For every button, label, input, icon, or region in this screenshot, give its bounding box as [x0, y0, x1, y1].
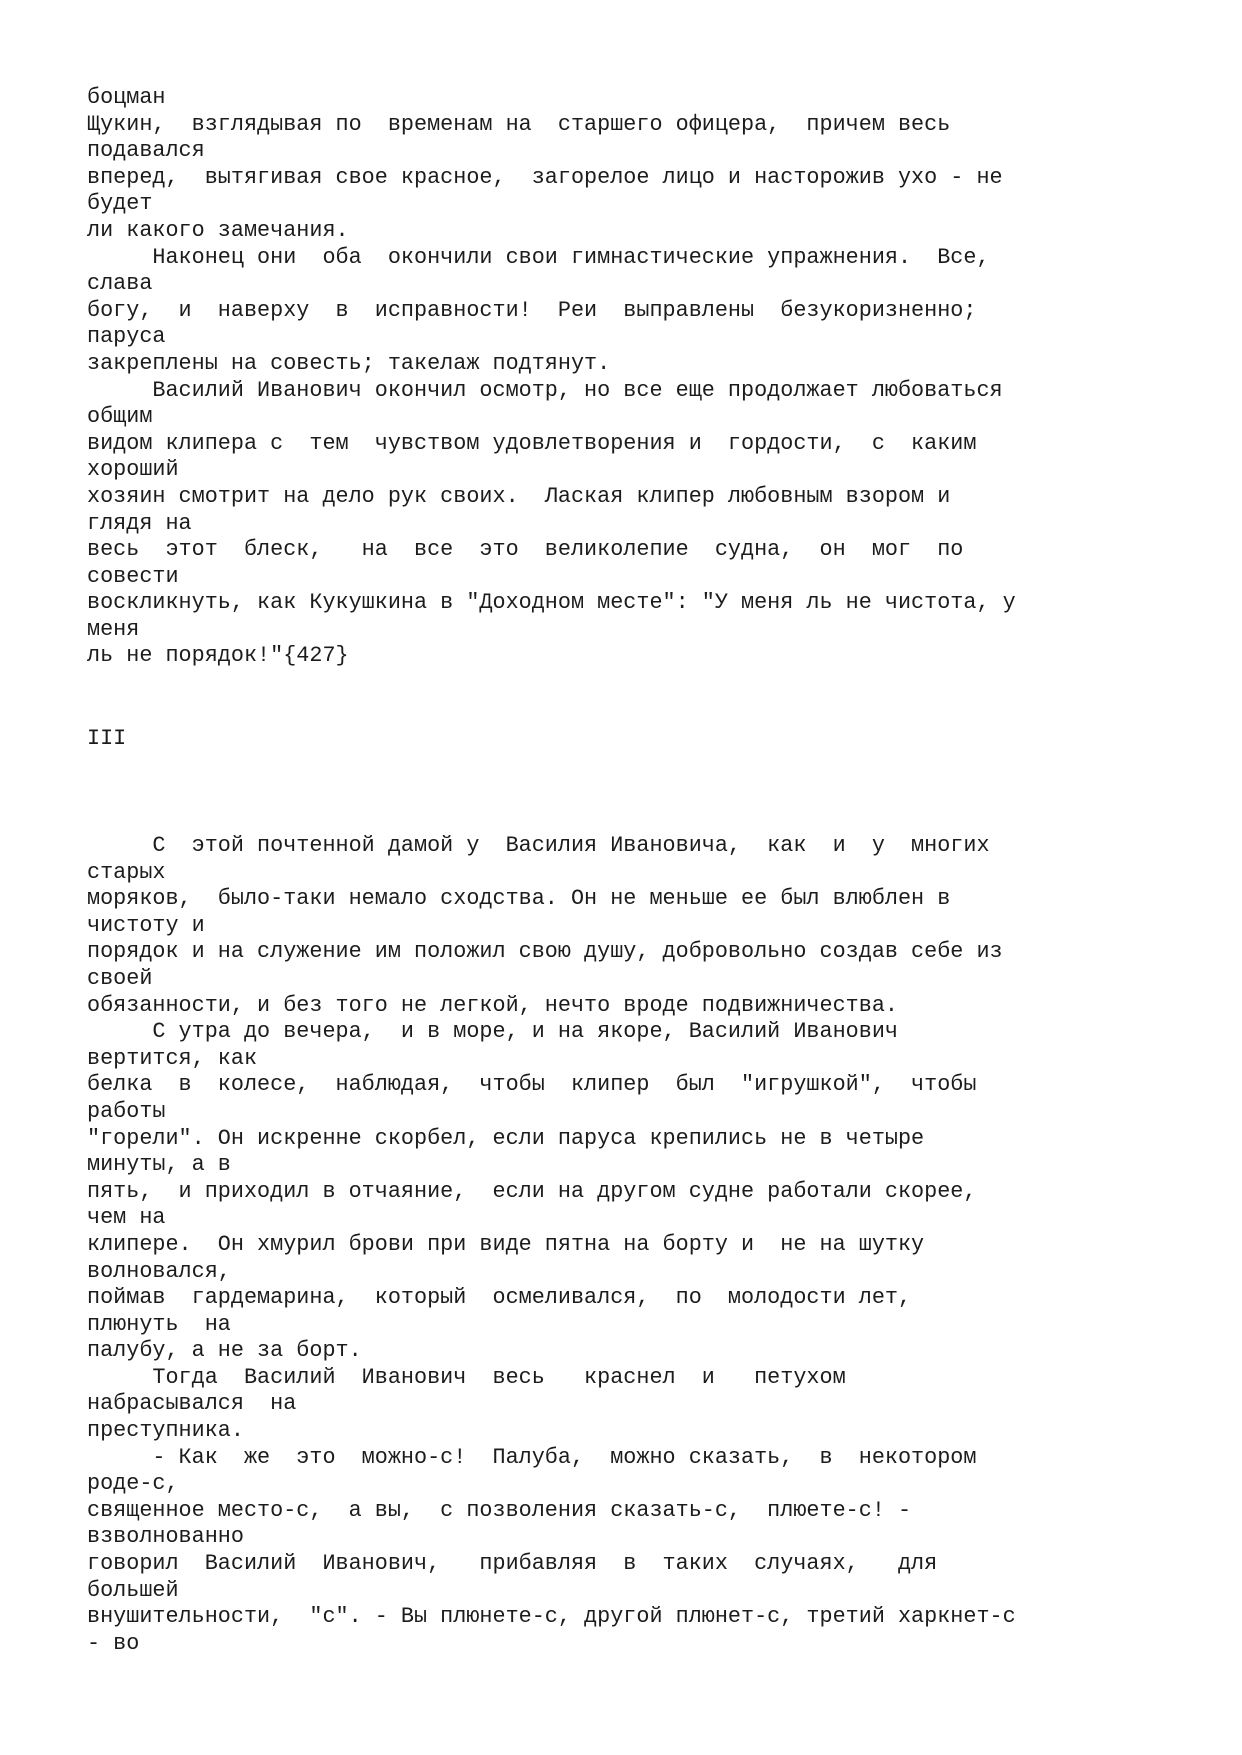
text-line: священное место-с, а вы, с позволения сказать-с, плюете-с! -: [87, 1497, 912, 1523]
text-line: старых: [87, 859, 166, 885]
text-line: подавался: [87, 138, 205, 164]
text-line: плюнуть на: [87, 1311, 231, 1337]
text-line: моряков, было-таки немало сходства. Он не меньше ее был влюблен в: [87, 886, 951, 912]
text-line: поймав гардемарина, который осмеливался, по молодости лет,: [87, 1285, 912, 1311]
text-line: клипере. Он хмурил брови при виде пятна на борту и не на шутку: [87, 1231, 925, 1257]
text-line: хозяин смотрит на дело рук своих. Лаская клипер любовным взором и: [87, 483, 951, 509]
chapter-heading: III: [87, 726, 127, 751]
text-line: "горели". Он искренне скорбел, если паруса крепились не в четыре: [87, 1125, 925, 1151]
text-line: Наконец они оба окончили свои гимнастические упражнения. Все,: [87, 244, 990, 270]
text-line: воскликнуть, как Кукушкина в "Доходном месте": "У меня ль не чистота, у: [87, 590, 1016, 616]
text-line: вперед, вытягивая свое красное, загорелое лицо и насторожив ухо - не: [87, 164, 1003, 190]
text-line: богу, и наверху в исправности! Реи выправлены безукоризненно;: [87, 297, 977, 323]
text-line: своей: [87, 965, 153, 991]
text-line: минуты, а в: [87, 1152, 231, 1178]
text-line: набрасывался на: [87, 1391, 297, 1417]
text-line: - во: [87, 1630, 140, 1656]
text-line: ль не порядок!"{427}: [87, 643, 349, 669]
text-line: волновался,: [87, 1258, 231, 1284]
text-line: хороший: [87, 457, 179, 483]
text-line: боцман: [87, 85, 166, 110]
text-line: внушительности, "с". - Вы плюнете-с, другой плюнет-с, третий харкнет-с: [87, 1604, 1016, 1630]
text-line: чистоту и: [87, 912, 205, 938]
text-block-chapter-three: [87, 833, 1207, 1657]
text-line: Тогда Василий Иванович весь краснел и петухом: [87, 1364, 846, 1390]
text-line: - Как же это можно-с! Палуба, можно сказать, в некотором: [87, 1444, 977, 1470]
text-line: роде-с,: [87, 1471, 179, 1497]
text-line: Щукин, взглядывая по временам на старшего офицера, причем весь: [87, 111, 951, 137]
text-line: вертится, как: [87, 1045, 258, 1071]
text-line: С утра до вечера, и в море, и на якоре, Василий Иванович: [87, 1019, 898, 1045]
text-line: С этой почтенной дамой у Василия Ивановича, как и у многих: [87, 833, 990, 858]
text-line: говорил Василий Иванович, прибавляя в таких случаях, для: [87, 1551, 938, 1577]
text-line: общим: [87, 404, 153, 430]
text-line: большей: [87, 1577, 179, 1603]
text-line: чем на: [87, 1205, 166, 1231]
text-line: слава: [87, 271, 153, 297]
text-line: пять, и приходил в отчаяние, если на другом судне работали скорее,: [87, 1178, 977, 1204]
text-line: взволнованно: [87, 1524, 244, 1550]
text-line: преступника.: [87, 1418, 244, 1444]
text-line: совести: [87, 563, 179, 589]
text-line: палубу, а не за борт.: [87, 1338, 362, 1364]
text-line: белка в колесе, наблюдая, чтобы клипер был "игрушкой", чтобы: [87, 1072, 977, 1098]
text-line: ли какого замечания.: [87, 217, 349, 243]
text-line: закреплены на совесть; такелаж подтянут.: [87, 350, 611, 376]
text-line: работы: [87, 1098, 166, 1124]
text-line: меня: [87, 616, 140, 642]
text-block-continuation: [87, 85, 1207, 670]
text-line: глядя на: [87, 510, 192, 536]
text-line: видом клипера с тем чувством удовлетворения и гордости, с каким: [87, 430, 977, 456]
text-line: будет: [87, 191, 153, 217]
text-line: паруса: [87, 324, 166, 350]
text-line: весь этот блеск, на все это великолепие судна, он мог по: [87, 537, 964, 563]
text-line: Василий Иванович окончил осмотр, но все еще продолжает любоваться: [87, 377, 1003, 403]
text-line: порядок и на служение им положил свою душу, добровольно создав себе из: [87, 939, 1003, 965]
text-line: обязанности, и без того не легкой, нечто вроде подвижничества.: [87, 992, 898, 1018]
